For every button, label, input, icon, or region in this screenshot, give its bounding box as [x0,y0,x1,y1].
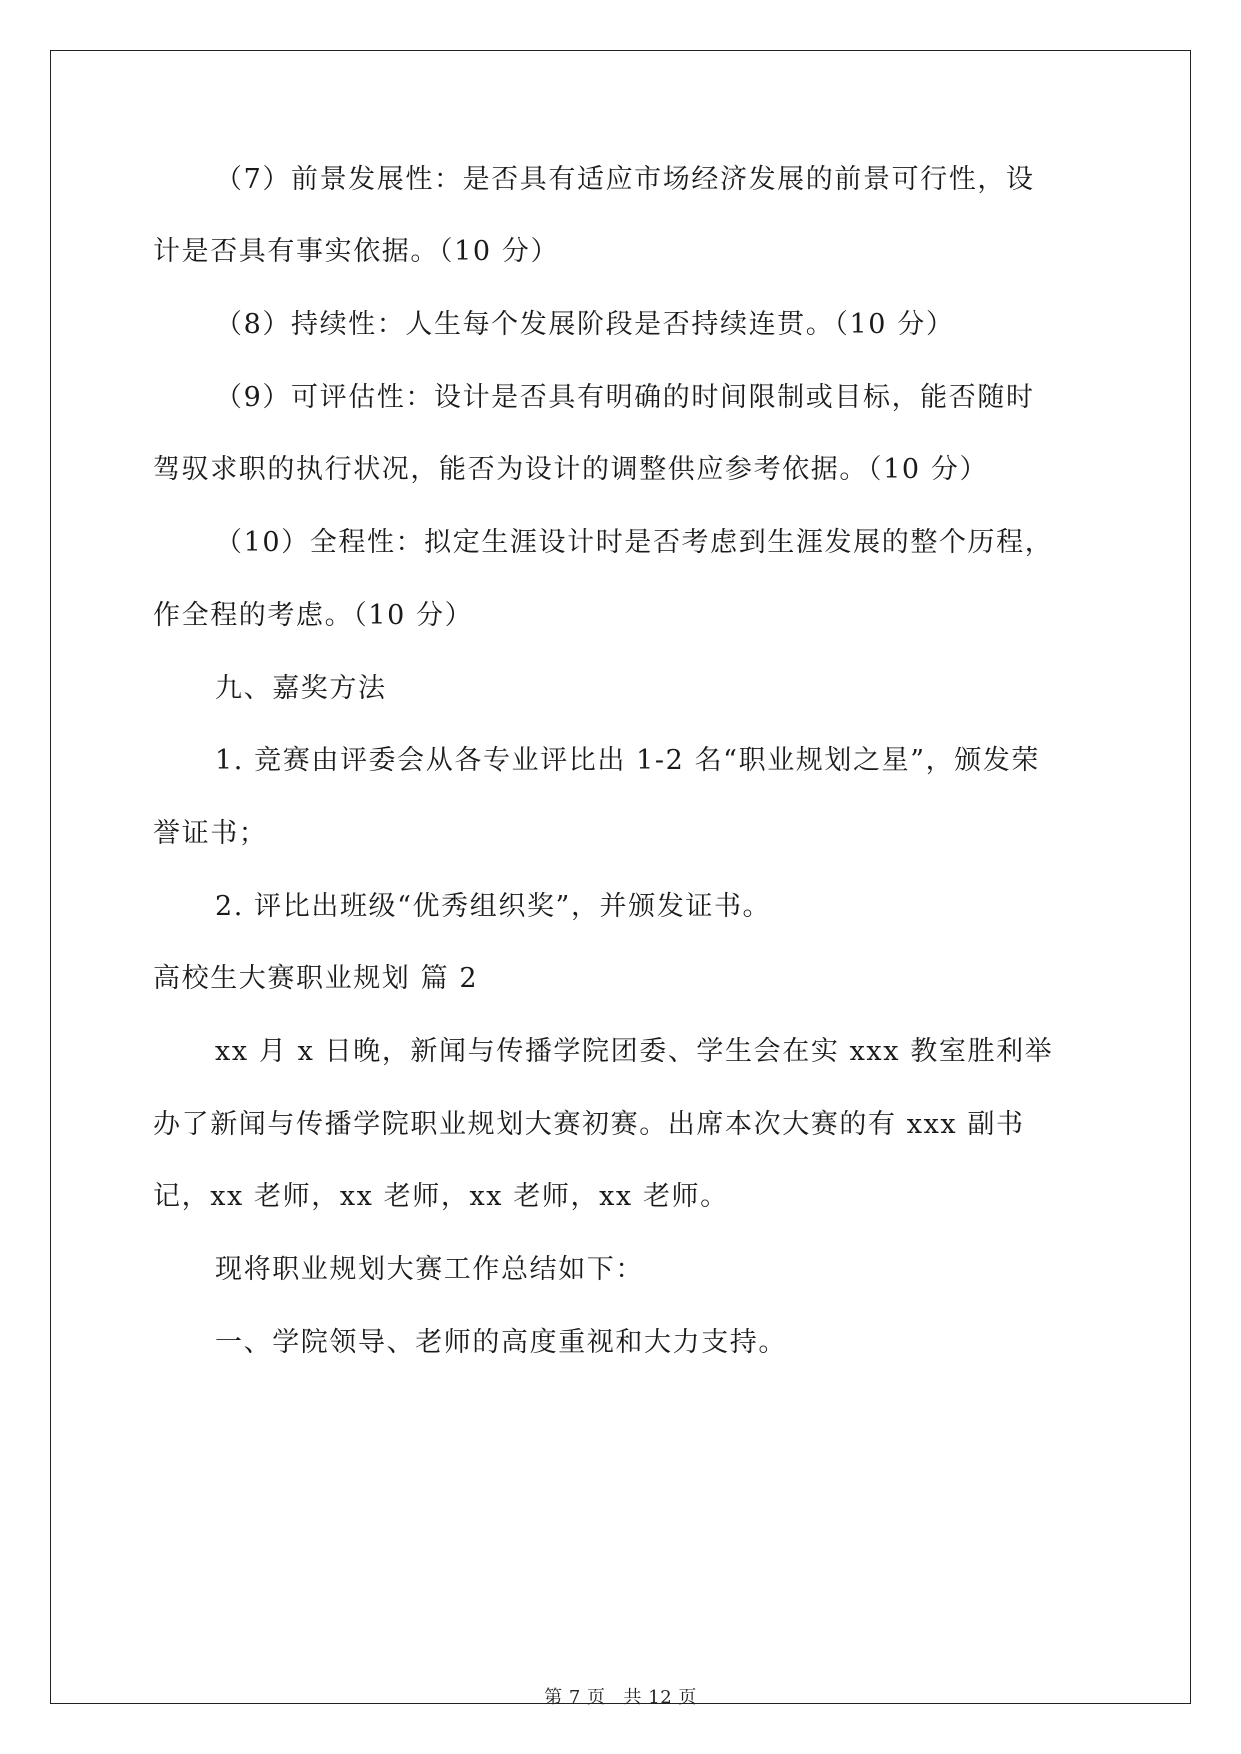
paragraph-line: 2. 评比出班级“优秀组织奖”，并颁发证书。 [215,891,772,922]
paragraph-line: xx 月 x 日晚，新闻与传播学院团委、学生会在实 xxx 教室胜利举 [215,1036,1054,1067]
article-title: 高校生大赛职业规划 篇 2 [153,963,479,994]
page-total: 共 12 页 [623,1687,697,1708]
paragraph-line: 办了新闻与传播学院职业规划大赛初赛。出席本次大赛的有 xxx 副书 [153,1109,1025,1140]
paragraph-line: 1. 竞赛由评委会从各专业评比出 1-2 名“职业规划之星”，颁发荣 [215,745,1040,776]
page-footer [0,1683,1241,1709]
paragraph-line: 计是否具有事实依据。（10 分） [153,236,560,267]
section-heading: 一、学院领导、老师的高度重视和大力支持。 [215,1327,787,1358]
paragraph-line: （8）持续性：人生每个发展阶段是否持续连贯。（10 分） [215,309,955,340]
paragraph-line: 驾驭求职的执行状况，能否为设计的调整供应参考依据。（10 分） [153,454,989,485]
page-number: 第 7 页 [544,1687,606,1708]
section-heading: 九、嘉奖方法 [215,673,387,704]
paragraph-line: （7）前景发展性：是否具有适应市场经济发展的前景可行性，设 [215,164,1035,195]
paragraph-line: 誉证书； [153,818,268,849]
paragraph-line: （10）全程性：拟定生涯设计时是否考虑到生涯发展的整个历程， [215,527,1054,558]
page-border [50,50,1191,1704]
paragraph-line: （9）可评估性：设计是否具有明确的时间限制或目标，能否随时 [215,382,1035,413]
paragraph-line: 记，xx 老师，xx 老师，xx 老师，xx 老师。 [153,1181,729,1212]
paragraph-line: 现将职业规划大赛工作总结如下： [215,1254,644,1285]
paragraph-line: 作全程的考虑。（10 分） [153,600,474,631]
